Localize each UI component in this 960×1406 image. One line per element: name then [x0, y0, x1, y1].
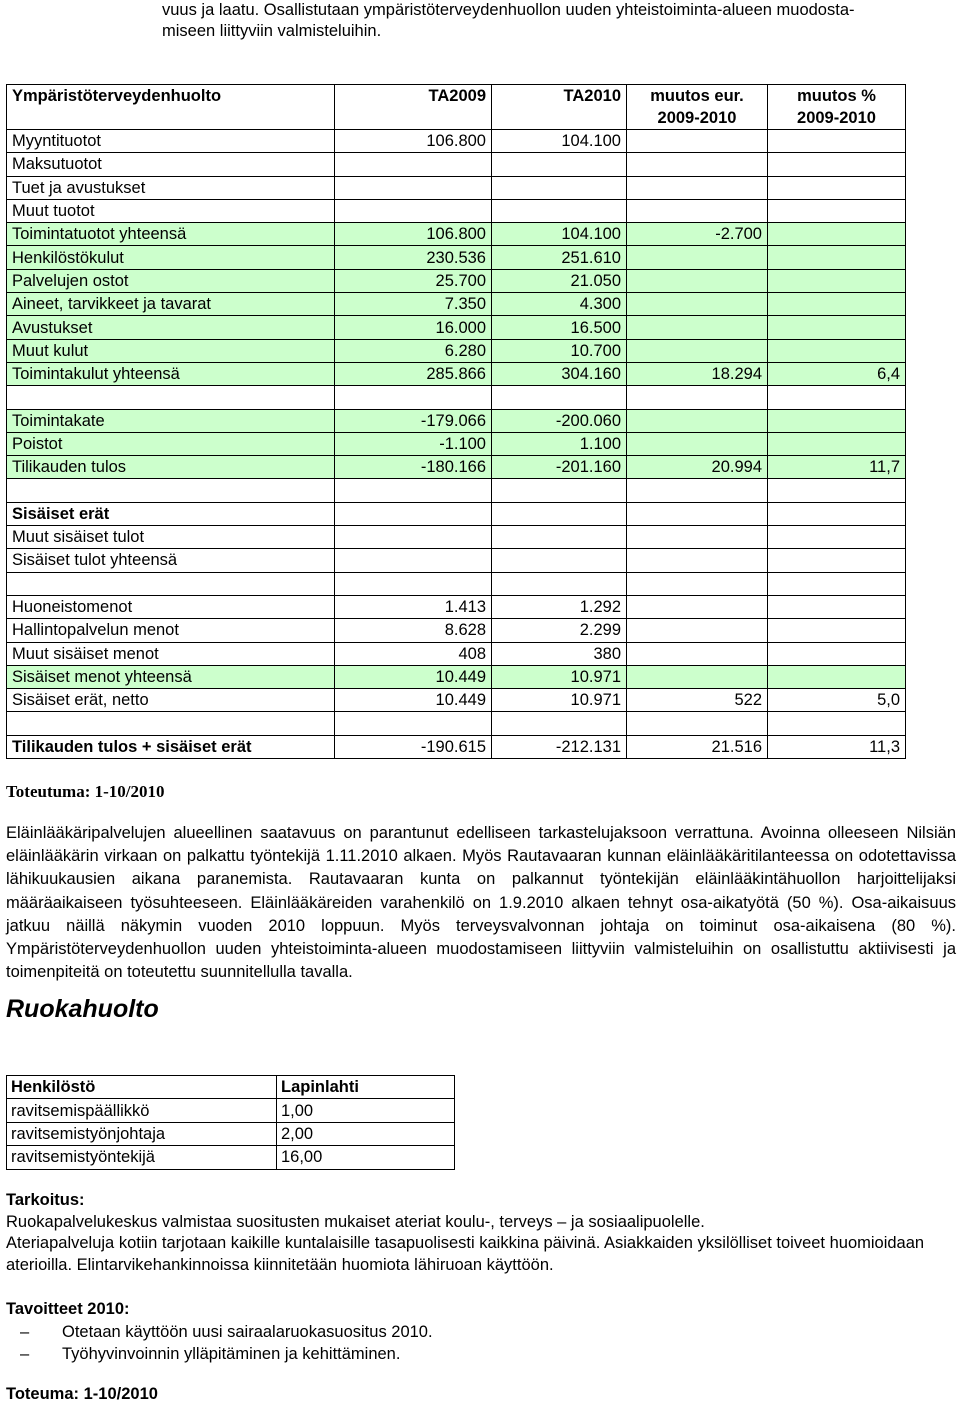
staff-table [6, 1075, 455, 1170]
row-ta2010: 1.100 [492, 432, 627, 455]
table-row [7, 595, 906, 618]
row-ta2010 [492, 502, 627, 525]
row-ta2009: 408 [335, 642, 492, 665]
dash-bullet-icon: – [20, 1344, 30, 1363]
row-ta2009: 6.280 [335, 339, 492, 362]
row-label: Henkilöstökulut [7, 246, 335, 269]
table-row [7, 689, 906, 712]
row-muutos-eur [627, 269, 768, 292]
header-ta2009: TA2009 [335, 85, 492, 130]
row-muutos-pct [768, 130, 906, 153]
row-muutos-eur [627, 549, 768, 572]
row-label [7, 572, 335, 595]
row-muutos-eur [627, 502, 768, 525]
row-ta2010: -212.131 [492, 735, 627, 758]
row-muutos-pct [768, 526, 906, 549]
tarkoitus-label: Tarkoitus: [6, 1191, 85, 1209]
table-row [7, 246, 906, 269]
row-ta2009: 1.413 [335, 595, 492, 618]
row-ta2010 [492, 176, 627, 199]
table-row [7, 199, 906, 222]
table-row [7, 619, 906, 642]
row-muutos-eur [627, 572, 768, 595]
table-row [7, 665, 906, 688]
row-label: Aineet, tarvikkeet ja tavarat [7, 293, 335, 316]
staff-value: 2,00 [277, 1122, 455, 1145]
row-ta2009: 25.700 [335, 269, 492, 292]
row-label: Poistot [7, 432, 335, 455]
row-ta2010: 10.971 [492, 665, 627, 688]
row-ta2009 [335, 502, 492, 525]
table-row [7, 339, 906, 362]
table-row [7, 316, 906, 339]
row-muutos-pct [768, 572, 906, 595]
tavoitteet-list [6, 1321, 956, 1365]
staff-header-place: Lapinlahti [277, 1076, 455, 1099]
row-label [7, 712, 335, 735]
header-muutos-pct-period: 2009-2010 [797, 109, 876, 127]
staff-row [7, 1146, 455, 1169]
header-muutos-eur [627, 85, 768, 130]
row-muutos-pct [768, 409, 906, 432]
row-ta2010 [492, 549, 627, 572]
table-row [7, 386, 906, 409]
finance-table-header [7, 85, 906, 130]
row-ta2010 [492, 479, 627, 502]
row-label: Sisäiset tulot yhteensä [7, 549, 335, 572]
row-muutos-eur [627, 316, 768, 339]
row-muutos-eur: 18.294 [627, 362, 768, 385]
goal-text: Otetaan käyttöön uusi sairaalaruokasuositus 2010. [62, 1322, 433, 1341]
table-row [7, 293, 906, 316]
row-ta2010: 380 [492, 642, 627, 665]
row-label: Tilikauden tulos + sisäiset erät [7, 735, 335, 758]
row-ta2010: 1.292 [492, 595, 627, 618]
table-row [7, 176, 906, 199]
row-muutos-pct [768, 595, 906, 618]
header-muutos-eur-label: muutos eur. [650, 87, 744, 105]
row-muutos-eur [627, 386, 768, 409]
staff-role: ravitsemistyöntekijä [7, 1146, 277, 1169]
row-muutos-pct [768, 502, 906, 525]
row-muutos-eur [627, 409, 768, 432]
row-label: Tilikauden tulos [7, 456, 335, 479]
row-ta2010 [492, 572, 627, 595]
table-row [7, 526, 906, 549]
staff-value: 16,00 [277, 1146, 455, 1169]
row-label: Sisäiset menot yhteensä [7, 665, 335, 688]
row-muutos-pct [768, 246, 906, 269]
row-ta2010: 104.100 [492, 223, 627, 246]
staff-role: ravitsemispäällikkö [7, 1099, 277, 1122]
row-ta2009: 8.628 [335, 619, 492, 642]
staff-header-role: Henkilöstö [7, 1076, 277, 1099]
row-label: Myyntituotot [7, 130, 335, 153]
row-ta2010: 10.971 [492, 689, 627, 712]
row-label: Avustukset [7, 316, 335, 339]
table-row [7, 712, 906, 735]
table-row [7, 735, 906, 758]
row-muutos-eur [627, 130, 768, 153]
row-ta2009: 106.800 [335, 130, 492, 153]
row-muutos-pct: 11,3 [768, 735, 906, 758]
row-muutos-pct [768, 712, 906, 735]
table-row [7, 479, 906, 502]
row-muutos-eur [627, 176, 768, 199]
row-label: Toimintakulut yhteensä [7, 362, 335, 385]
list-item [6, 1343, 956, 1365]
row-muutos-pct [768, 199, 906, 222]
row-ta2009: 16.000 [335, 316, 492, 339]
table-row [7, 642, 906, 665]
header-ta2010: TA2010 [492, 85, 627, 130]
row-label: Hallintopalvelun menot [7, 619, 335, 642]
row-ta2010: 16.500 [492, 316, 627, 339]
row-muutos-pct [768, 386, 906, 409]
section-title: Ruokahuolto [6, 995, 159, 1023]
intro-line-2: miseen liittyviin valmisteluihin. [162, 22, 382, 40]
row-ta2009 [335, 549, 492, 572]
row-muutos-pct [768, 293, 906, 316]
table-row [7, 269, 906, 292]
table-row [7, 223, 906, 246]
tarkoitus-line-2: Ateriapalveluja kotiin tarjotaan kaikille kuntalaisille tasapuolisesti kaikkina päivinä. Asiakkaiden yksilölliset toiveet huomioidaan aterioilla. Elintarvikehankinnoissa kiinnitetään huomiota lähiruoan käyttöön. [6, 1234, 925, 1274]
staff-row [7, 1122, 455, 1145]
row-label: Sisäiset erät, netto [7, 689, 335, 712]
row-ta2009 [335, 479, 492, 502]
finance-table [6, 84, 906, 759]
row-muutos-eur [627, 619, 768, 642]
row-ta2009: 10.449 [335, 689, 492, 712]
row-ta2009 [335, 386, 492, 409]
toteuma-label: Toteuma: 1-10/2010 [6, 1385, 158, 1403]
row-label: Huoneistomenot [7, 595, 335, 618]
row-muutos-pct [768, 269, 906, 292]
table-row [7, 456, 906, 479]
row-muutos-pct [768, 642, 906, 665]
intro-text [162, 0, 942, 42]
row-muutos-eur [627, 432, 768, 455]
row-muutos-pct [768, 549, 906, 572]
table-row [7, 572, 906, 595]
row-ta2010: -201.160 [492, 456, 627, 479]
row-muutos-pct [768, 153, 906, 176]
row-ta2010: 21.050 [492, 269, 627, 292]
row-label: Muut sisäiset menot [7, 642, 335, 665]
row-ta2010: 4.300 [492, 293, 627, 316]
staff-row [7, 1099, 455, 1122]
row-muutos-eur: 21.516 [627, 735, 768, 758]
row-ta2010: -200.060 [492, 409, 627, 432]
row-muutos-pct: 6,4 [768, 362, 906, 385]
toteutuma-heading: Toteutuma: 1-10/2010 [6, 782, 165, 801]
row-ta2009: 285.866 [335, 362, 492, 385]
row-ta2009: 7.350 [335, 293, 492, 316]
row-muutos-eur [627, 199, 768, 222]
row-muutos-eur [627, 246, 768, 269]
row-muutos-pct [768, 339, 906, 362]
goal-text: Työhyvinvoinnin ylläpitäminen ja kehittäminen. [62, 1344, 401, 1363]
row-muutos-eur: -2.700 [627, 223, 768, 246]
staff-table-header [7, 1076, 455, 1099]
row-ta2010: 304.160 [492, 362, 627, 385]
row-muutos-eur [627, 153, 768, 176]
row-ta2010 [492, 199, 627, 222]
header-muutos-pct-label: muutos % [797, 87, 876, 105]
row-ta2009: -180.166 [335, 456, 492, 479]
row-ta2010 [492, 526, 627, 549]
row-ta2010: 10.700 [492, 339, 627, 362]
row-ta2009: 230.536 [335, 246, 492, 269]
row-muutos-pct: 11,7 [768, 456, 906, 479]
table-row [7, 153, 906, 176]
row-label [7, 479, 335, 502]
list-item [6, 1321, 956, 1343]
row-label: Palvelujen ostot [7, 269, 335, 292]
intro-line-1: vuus ja laatu. Osallistutaan ympäristöterveydenhuollon uuden yhteistoiminta-alueen muodosta- [162, 1, 855, 19]
row-ta2010 [492, 712, 627, 735]
header-muutos-pct [768, 85, 906, 130]
table-row [7, 362, 906, 385]
row-muutos-pct [768, 176, 906, 199]
row-ta2009 [335, 526, 492, 549]
row-muutos-pct [768, 479, 906, 502]
tarkoitus-line-1: Ruokapalvelukeskus valmistaa suositusten mukaiset ateriat koulu-, terveys – ja sosiaalipuolelle. [6, 1212, 705, 1231]
row-ta2009 [335, 572, 492, 595]
row-ta2010: 104.100 [492, 130, 627, 153]
row-label: Toimintatuotot yhteensä [7, 223, 335, 246]
row-muutos-pct [768, 316, 906, 339]
toteutuma-paragraph: Eläinlääkäripalvelujen alueellinen saatavuus on parantunut edelliseen tarkastelujaksoon verrattuna. Avoinna olleeseen Nilsiän eläinlääkärin virkaan on palkattu työntekijä 1.11.2010 alkaen. Myös Rautavaaran kunnan eläinlääkäritilanteessa on odotettavissa lähikuukausien aikana paranemista. Rautavaaran kunta on palkannut työntekijän eläinlääkintähuollon harjoittelijaksi määräaikaiseen työsuhteeseen. Eläinlääkäreiden varahenkilö on 1.9.2010 alkaen tehnyt osa-aikatyötä (50 %). Osa-aikaisuus jatkuu näillä näkymin vuoden 2010 loppuun. Myös terveysvalvonnan johtaja on toiminut osa-aikaisena (80 %). Ympäristöterveydenhuollon uuden yhteistoiminta-alueen muodostamiseen liittyviin valmisteluihin on osallistuttu aktiivisesti ja toimenpiteitä on toteutettu suunnitellulla tavalla. [6, 824, 956, 982]
table-row [7, 130, 906, 153]
row-ta2009: 10.449 [335, 665, 492, 688]
row-ta2010: 251.610 [492, 246, 627, 269]
row-label: Muut sisäiset tulot [7, 526, 335, 549]
row-label: Muut kulut [7, 339, 335, 362]
row-muutos-pct [768, 223, 906, 246]
row-muutos-pct [768, 619, 906, 642]
row-muutos-eur [627, 595, 768, 618]
staff-value: 1,00 [277, 1099, 455, 1122]
header-muutos-eur-period: 2009-2010 [657, 109, 737, 127]
row-muutos-eur [627, 712, 768, 735]
dash-bullet-icon: – [20, 1322, 30, 1341]
row-ta2009 [335, 712, 492, 735]
row-ta2010 [492, 386, 627, 409]
row-ta2009: -1.100 [335, 432, 492, 455]
table-row [7, 409, 906, 432]
row-muutos-pct [768, 432, 906, 455]
row-ta2009: 106.800 [335, 223, 492, 246]
row-label: Maksutuotot [7, 153, 335, 176]
row-muutos-eur [627, 526, 768, 549]
tavoitteet-label: Tavoitteet 2010: [6, 1300, 130, 1318]
row-ta2009: -179.066 [335, 409, 492, 432]
row-muutos-eur: 522 [627, 689, 768, 712]
row-ta2009 [335, 153, 492, 176]
tavoitteet-block [6, 1299, 956, 1365]
row-muutos-eur [627, 665, 768, 688]
row-ta2009 [335, 199, 492, 222]
row-ta2009: -190.615 [335, 735, 492, 758]
row-muutos-eur [627, 293, 768, 316]
row-muutos-eur [627, 479, 768, 502]
table-row [7, 549, 906, 572]
header-title: Ympäristöterveydenhuolto [7, 85, 335, 130]
row-label: Toimintakate [7, 409, 335, 432]
tarkoitus-block [6, 1190, 956, 1276]
row-label: Tuet ja avustukset [7, 176, 335, 199]
staff-role: ravitsemistyönjohtaja [7, 1122, 277, 1145]
row-muutos-pct [768, 665, 906, 688]
table-row [7, 502, 906, 525]
row-ta2010: 2.299 [492, 619, 627, 642]
row-muutos-pct: 5,0 [768, 689, 906, 712]
row-ta2010 [492, 153, 627, 176]
row-label: Muut tuotot [7, 199, 335, 222]
row-label [7, 386, 335, 409]
table-row [7, 432, 906, 455]
row-muutos-eur: 20.994 [627, 456, 768, 479]
row-muutos-eur [627, 339, 768, 362]
row-ta2009 [335, 176, 492, 199]
row-label: Sisäiset erät [7, 502, 335, 525]
row-muutos-eur [627, 642, 768, 665]
